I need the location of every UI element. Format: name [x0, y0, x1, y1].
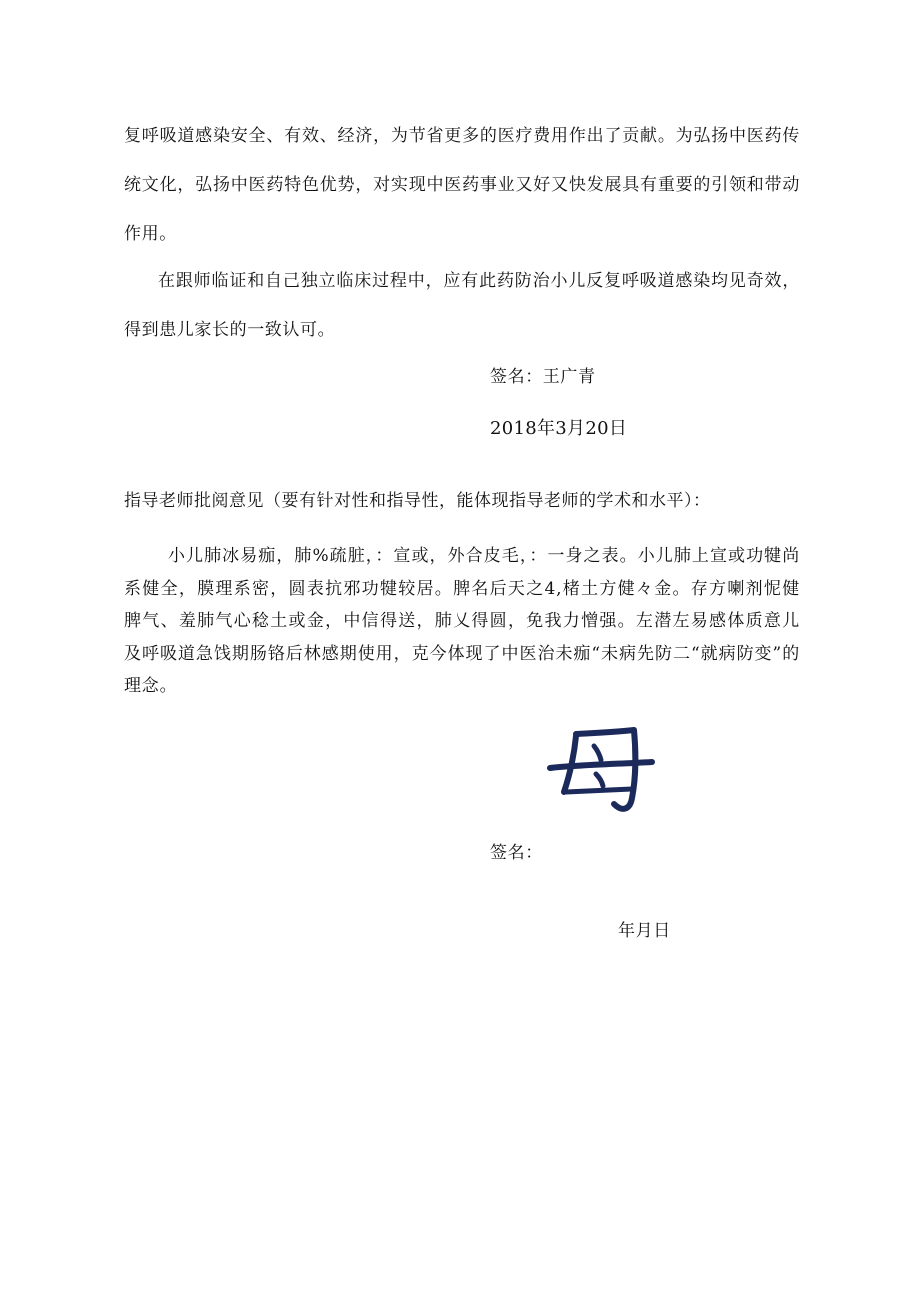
student-signature-line: 签名：王广青 — [490, 367, 596, 387]
teacher-signature-label: 签名： — [490, 843, 543, 863]
teacher-date-label: 年月日 — [618, 921, 671, 941]
teacher-comment-text: 小儿肺冰易痂，肺%疏脏，：宣或，外合皮毛，：一身之表。小儿肺上宣或功犍尚系健全，膜理系密，圆表抗邪功犍较居。脾名后天之4,楮土方健々金。存方喇剂怩健脾气、羞肺气心稔土或金，中信得送，肺乂得圆，免我力憎强。左潜左易感体质意儿及呼吸道急饯期肠铬后林感期使用，克今体现了中医治未痂“未病先防二“就病防变”的理念。 — [124, 546, 800, 696]
student-paragraph-1: 复呼吸道感染安全、有效、经济，为节省更多的医疗费用作出了贡献。为弘扬中医药传统文化，弘扬中医药特色优势，对实现中医药事业又好又快发展具有重要的引领和带动作用。 — [124, 126, 800, 244]
student-date: 2018年3月20日 — [490, 418, 628, 439]
student-paragraph-2: 在跟师临证和自己独立临床过程中，应有此药防治小儿反复呼吸道感染均见奇效，得到患儿家长的一致认可。 — [124, 271, 800, 340]
handwritten-signature-image — [546, 718, 656, 818]
teacher-comment-heading: 指导老师批阅意见（要有针对性和指导性，能体现指导老师的学术和水平）： — [124, 491, 711, 511]
